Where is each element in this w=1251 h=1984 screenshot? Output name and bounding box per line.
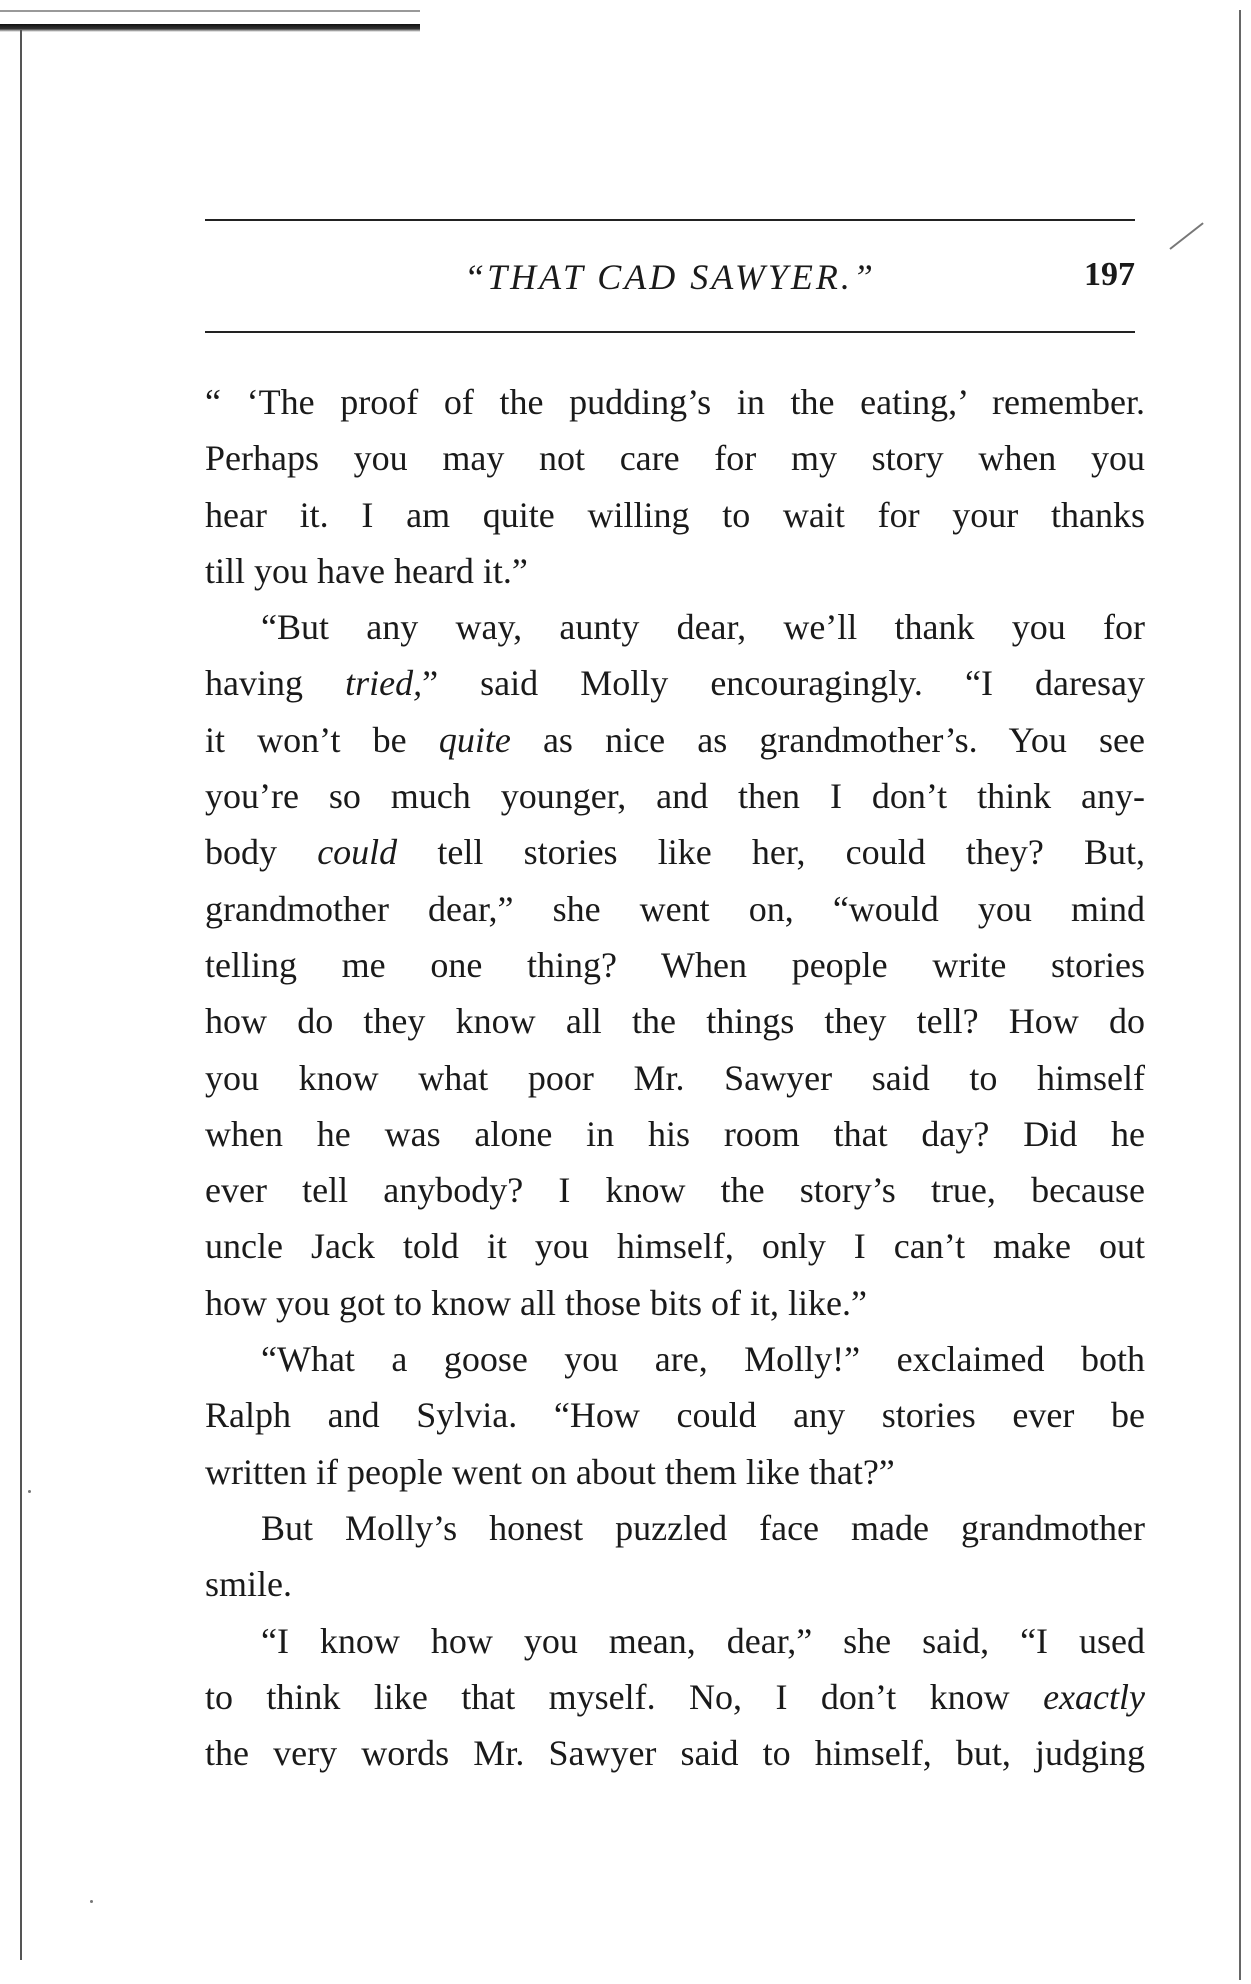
- margin-pencil-mark: [1169, 222, 1203, 249]
- text-line: having tried,” said Molly encouragingly. “I daresay: [205, 663, 1145, 704]
- text-line: “What a goose you are, Molly!” exclaimed both: [261, 1339, 1145, 1380]
- text-line: you’re so much younger, and then I don’t think any-: [205, 776, 1145, 817]
- page-number: 197: [1084, 256, 1135, 293]
- text-line: grandmother dear,” she went on, “would you mind: [205, 888, 1145, 929]
- scan-speck: [28, 1490, 31, 1493]
- paragraph: [205, 1613, 1145, 1782]
- scan-edge-top: [0, 24, 420, 32]
- header-rule-top: [205, 219, 1135, 221]
- paragraph: [205, 599, 1145, 1331]
- text-line: the very words Mr. Sawyer said to himself, but, judging: [205, 1733, 1145, 1774]
- running-title: “THAT CAD SAWYER.”: [464, 257, 876, 297]
- paragraph: [205, 374, 1145, 599]
- text-line: “ ‘The proof of the pudding’s in the eating,’ remember.: [205, 382, 1145, 422]
- text-line: when he was alone in his room that day? Did he: [205, 1113, 1145, 1154]
- scan-edge-top-thin: [0, 10, 420, 12]
- text-line: you know what poor Mr. Sawyer said to himself: [205, 1057, 1145, 1098]
- text-line: uncle Jack told it you himself, only I can’t make out: [205, 1226, 1145, 1267]
- text-line: how you got to know all those bits of it, like.”: [205, 1282, 867, 1323]
- text-line: “But any way, aunty dear, we’ll thank you for: [261, 607, 1145, 648]
- scan-edge-right: [1239, 10, 1241, 1980]
- paragraph: [205, 1500, 1145, 1613]
- text-line: to think like that myself. No, I don’t know exactly: [205, 1676, 1145, 1717]
- text-line: ever tell anybody? I know the story’s true, because: [205, 1170, 1145, 1211]
- text-line: written if people went on about them like that?”: [205, 1451, 895, 1492]
- text-line: hear it. I am quite willing to wait for your thanks: [205, 494, 1145, 535]
- scan-edge-left: [20, 30, 22, 1960]
- text-line: till you have heard it.”: [205, 550, 528, 591]
- text-line: telling me one thing? When people write stories: [205, 944, 1145, 985]
- text-line: “I know how you mean, dear,” she said, “I used: [261, 1620, 1145, 1661]
- text-line: it won’t be quite as nice as grandmother’s. You see: [205, 719, 1146, 760]
- body-text: [205, 374, 1145, 1781]
- text-line: smile.: [205, 1564, 292, 1605]
- text-line: Ralph and Sylvia. “How could any stories ever be: [205, 1395, 1145, 1436]
- scan-speck: [90, 1900, 93, 1903]
- text-line: body could tell stories like her, could they? But,: [205, 832, 1146, 873]
- running-head: [205, 252, 1135, 302]
- header-rule-bottom: [205, 331, 1135, 333]
- paragraph: [205, 1331, 1145, 1500]
- text-line: But Molly’s honest puzzled face made grandmother: [261, 1507, 1145, 1548]
- text-line: Perhaps you may not care for my story when you: [205, 438, 1145, 479]
- text-line: how do they know all the things they tell? How do: [205, 1001, 1145, 1042]
